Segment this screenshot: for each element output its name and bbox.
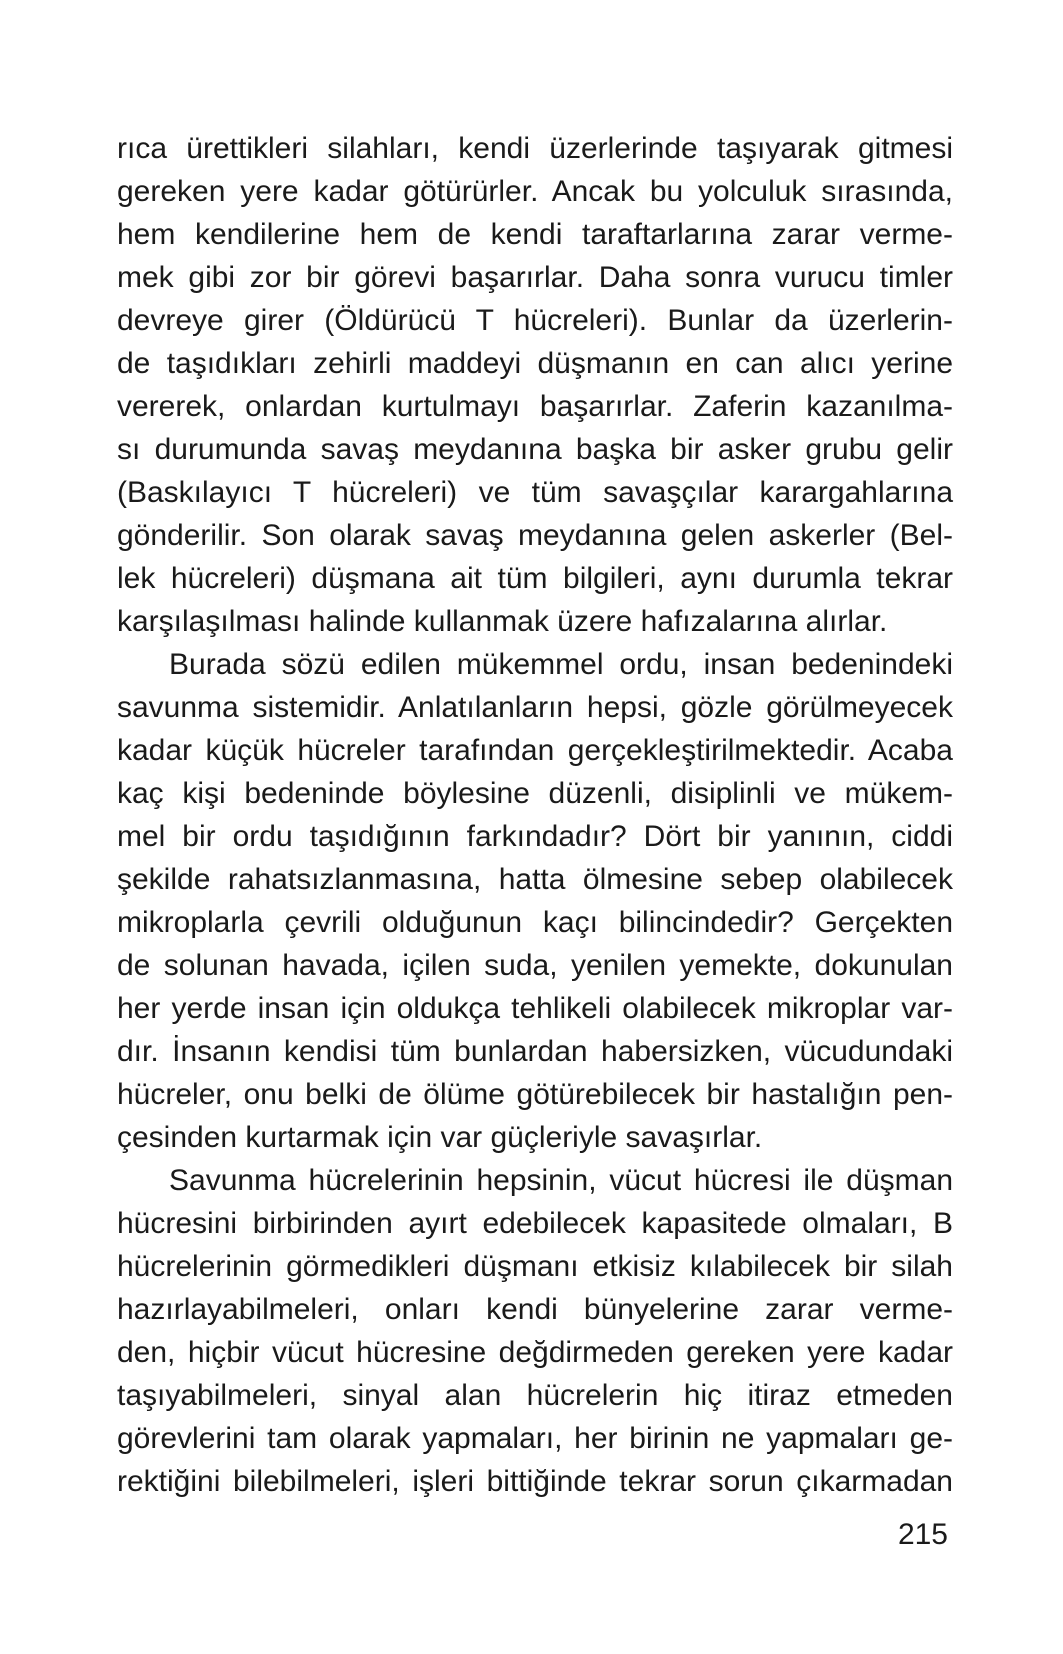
text-line: mek gibi zor bir görevi başarırlar. Daha sonra vurucu timler [117,261,953,294]
page-number: 215 [897,1518,948,1551]
text-line: hem kendilerine hem de kendi taraftarlarına zarar verme- [117,218,953,251]
paragraph-3 [117,1159,953,1503]
text-line: taşıyabilmeleri, sinyal alan hücrelerin hiç itiraz etmeden [117,1379,953,1412]
paragraph-1 [117,127,953,643]
text-line: rıca ürettikleri silahları, kendi üzerlerinde taşıyarak gitmesi [117,132,953,165]
text-line: Burada sözü edilen mükemmel ordu, insan bedenindeki [169,648,953,681]
text-line: lek hücreleri) düşmana ait tüm bilgileri, aynı durumla tekrar [117,562,953,595]
text-line: Savunma hücrelerinin hepsinin, vücut hücresi ile düşman [169,1164,953,1197]
text-line: kadar küçük hücreler tarafından gerçekleştirilmektedir. Acaba [117,734,953,767]
text-line: hücresini birbirinden ayırt edebilecek kapasitede olmaları, B [117,1207,953,1240]
text-line: karşılaşılması halinde kullanmak üzere hafızalarına alırlar. [117,605,888,638]
text-line: vererek, onlardan kurtulmayı başarırlar. Zaferin kazanılma- [117,390,953,423]
text-line: rektiğini bilebilmeleri, işleri bittiğinde tekrar sorun çıkarmadan [117,1465,953,1498]
text-line: görevlerini tam olarak yapmaları, her birinin ne yapmaları ge- [117,1422,953,1455]
text-line: hücrelerinin görmedikleri düşmanı etkisiz kılabilecek bir silah [117,1250,953,1283]
text-line: den, hiçbir vücut hücresine değdirmeden gereken yere kadar [117,1336,953,1369]
text-line: çesinden kurtarmak için var güçleriyle savaşırlar. [117,1121,763,1154]
text-line: (Baskılayıcı T hücreleri) ve tüm savaşçılar karargahlarına [117,476,953,509]
text-line: kaç kişi bedeninde böylesine düzenli, disiplinli ve mükem- [117,777,953,810]
text-line: hazırlayabilmeleri, onları kendi bünyelerine zarar verme- [117,1293,953,1326]
text-line: devreye girer (Öldürücü T hücreleri). Bunlar da üzerlerin- [117,304,953,337]
text-line: de solunan havada, içilen suda, yenilen yemekte, dokunulan [117,949,953,982]
text-line: mel bir ordu taşıdığının farkındadır? Dört bir yanının, ciddi [117,820,953,853]
text-line: sı durumunda savaş meydanına başka bir asker grubu gelir [117,433,953,466]
text-line: her yerde insan için oldukça tehlikeli olabilecek mikroplar var- [117,992,953,1025]
text-line: şekilde rahatsızlanmasına, hatta ölmesine sebep olabilecek [117,863,953,896]
paragraph-2 [117,643,953,1159]
text-line: mikroplarla çevrili olduğunun kaçı bilincindedir? Gerçekten [117,906,953,939]
text-line: savunma sistemidir. Anlatılanların hepsi, gözle görülmeyecek [117,691,953,724]
page-body [117,127,953,1503]
text-line: gönderilir. Son olarak savaş meydanına gelen askerler (Bel- [117,519,953,552]
text-line: hücreler, onu belki de ölüme götürebilecek bir hastalığın pen- [117,1078,953,1111]
text-line: de taşıdıkları zehirli maddeyi düşmanın en can alıcı yerine [117,347,953,380]
text-line: gereken yere kadar götürürler. Ancak bu yolculuk sırasında, [117,175,953,208]
text-line: dır. İnsanın kendisi tüm bunlardan habersizken, vücudundaki [117,1035,953,1068]
